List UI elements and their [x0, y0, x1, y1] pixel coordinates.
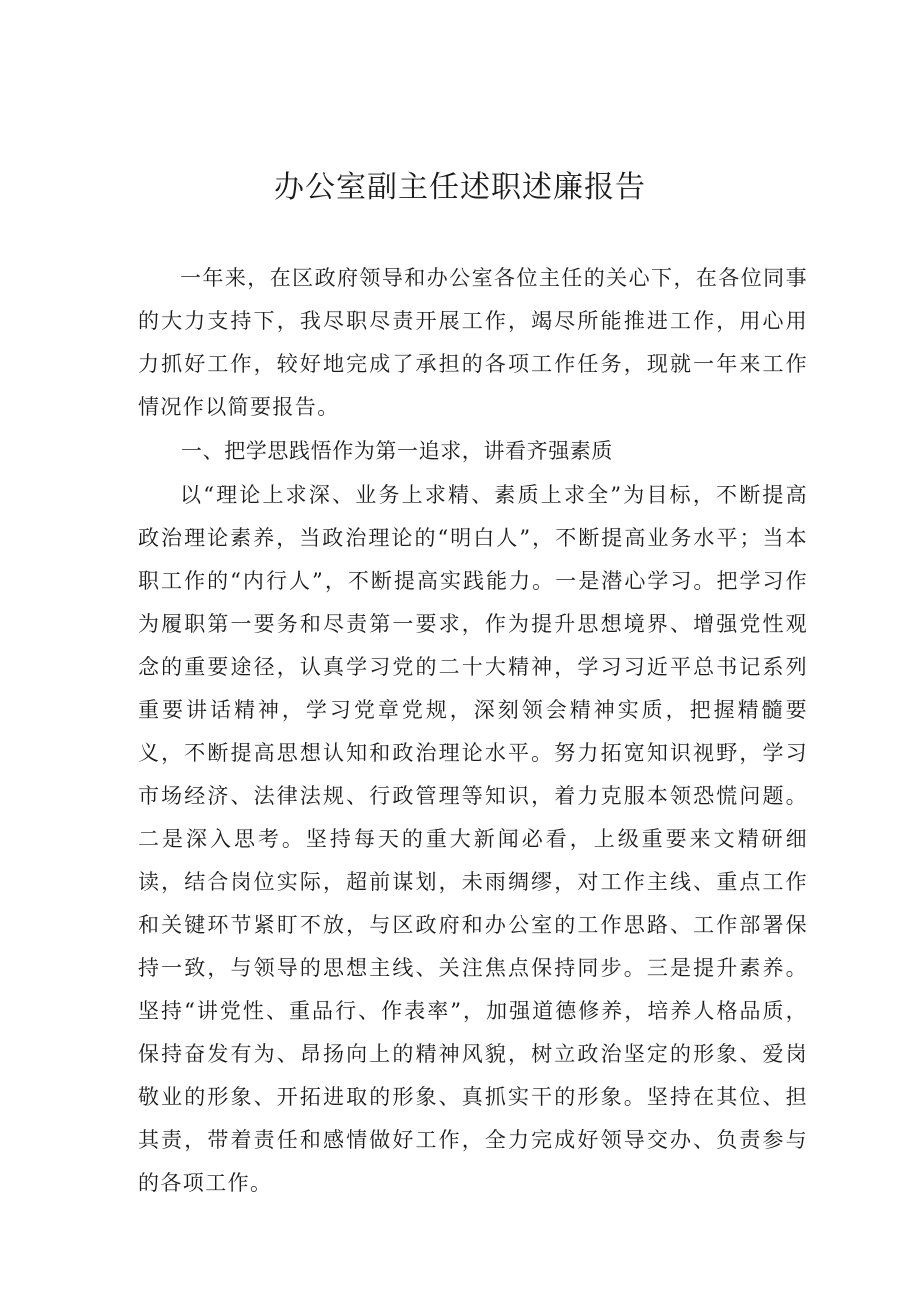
intro-paragraph: 一年来，在区政府领导和办公室各位主任的关心下，在各位同事的大力支持下，我尽职尽责开展工作，竭尽所能推进工作，用心用力抓好工作，较好地完成了承担的各项工作任务，现就一年来工作情况作以简要报告。: [138, 266, 808, 419]
section-body-paragraph: 以“理论上求深、业务上求精、素质上求全”为目标，不断提高政治理论素养，当政治理论的“明白人”，不断提高业务水平；当本职工作的“内行人”，不断提高实践能力。一是潜心学习。把学习作为履职第一要务和尽责第一要求，作为提升思想境界、增强党性观念的重要途径，认真学习党的二十大精神，学习习近平总书记系列重要讲话精神，学习党章党规，深刻领会精神实质，把握精髓要义，不断提高思想认知和政治理论水平。努力拓宽知识视野，学习市场经济、法律法规、行政管理等知识，着力克服本领恐慌问题。二是深入思考。坚持每天的重大新闻必看，上级重要来文精研细读，结合岗位实际，超前谋划，未雨绸缪，对工作主线、重点工作和关键环节紧盯不放，与区政府和办公室的工作思路、工作部署保持一致，与领导的思想主线、关注焦点保持同步。三是提升素养。坚持“讲党性、重品行、作表率”，加强道德修养，培养人格品质，保持奋发有为、昂扬向上的精神风貌，树立政治坚定的形象、爱岗敬业的形象、开拓进取的形象、真抓实干的形象。坚持在其位、担其责，带着责任和感情做好工作，全力完成好领导交办、负责参与的各项工作。: [138, 483, 808, 1195]
section-heading: 一、把学思践悟作为第一追求，讲看齐强素质: [181, 439, 613, 463]
document-title: 办公室副主任述职述廉报告: [274, 170, 646, 205]
